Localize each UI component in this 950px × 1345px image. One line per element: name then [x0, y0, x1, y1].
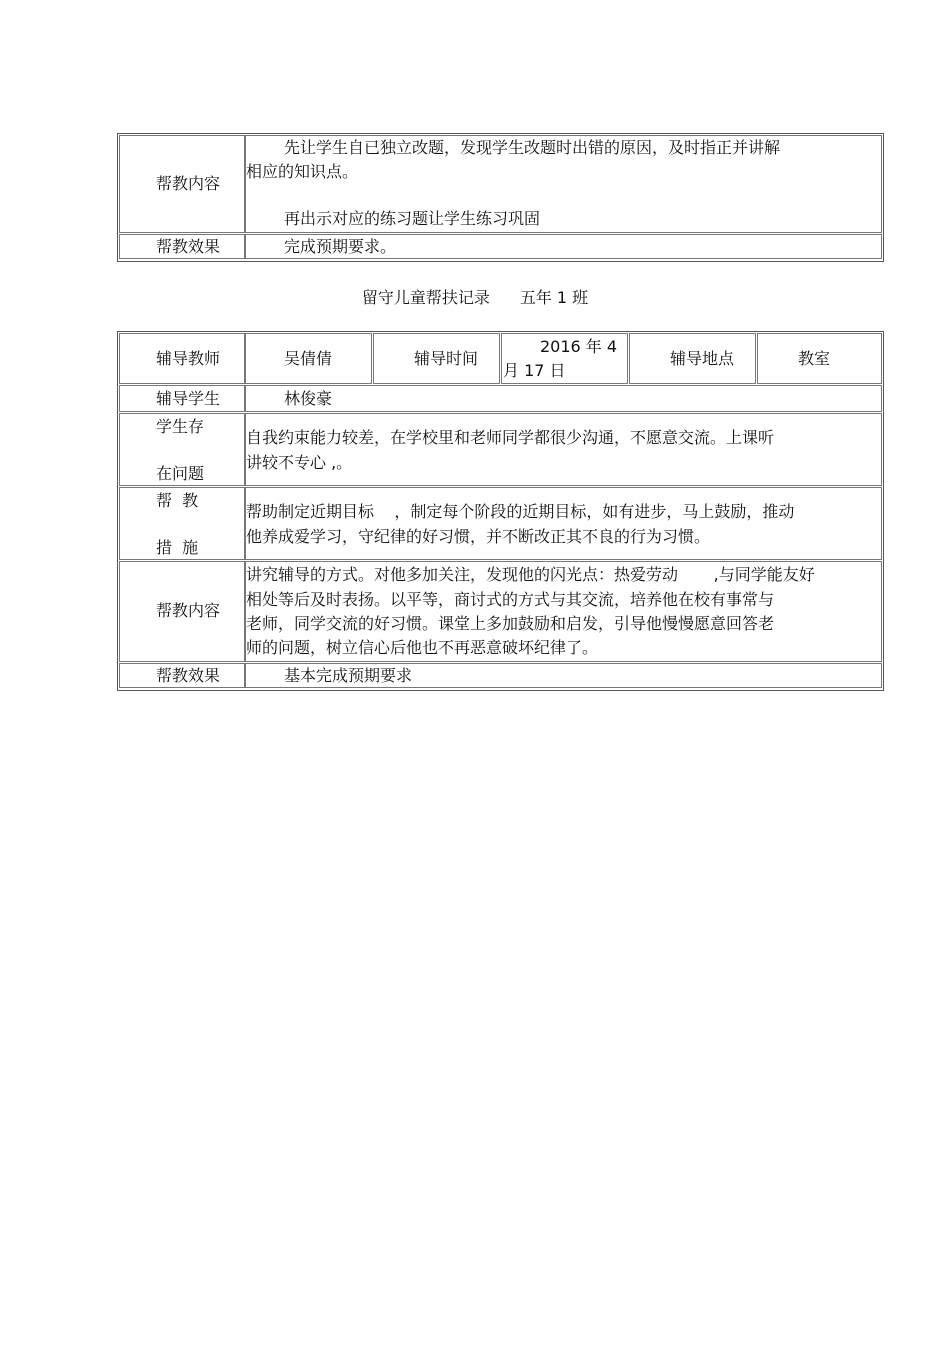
caption-title: 留守儿童帮扶记录 [361, 288, 490, 307]
time-value-line1: 2016 年 4 [540, 337, 618, 356]
problem-label-line1: 学生存 [156, 417, 205, 436]
student-value: 林俊豪 [284, 389, 333, 408]
teacher-label-cell [119, 333, 245, 384]
table1-content-line: 相应的知识点。 [246, 162, 359, 181]
problem-value-cell [245, 413, 882, 486]
problem-label-line2: 在问题 [156, 464, 205, 483]
student-label: 辅导学生 [156, 389, 221, 408]
student-label-cell [119, 385, 245, 412]
teacher-label: 辅导教师 [156, 349, 221, 368]
table1-content-line: 先让学生自已独立改题，发现学生改题时出错的原因，及时指正并讲解 [284, 138, 781, 157]
place-label-cell [629, 333, 756, 384]
effect-label-cell [119, 663, 245, 688]
content-label-cell [119, 561, 245, 662]
table1-content-label-cell [119, 135, 245, 233]
place-value-cell [757, 333, 882, 384]
table1-content-line: 再出示对应的练习题让学生练习巩固 [284, 209, 541, 228]
problem-label-cell [119, 413, 245, 486]
student-value-cell [245, 385, 882, 412]
measure-line: 帮助制定近期目标 ，制定每个阶段的近期目标，如有进步，马上鼓励，推动 [246, 502, 795, 521]
content-label: 帮教内容 [156, 601, 221, 620]
table1-content-label: 帮教内容 [156, 174, 221, 193]
time-label: 辅导时间 [414, 349, 479, 368]
measure-label-line1: 帮 教 [156, 491, 199, 510]
measure-value-cell [245, 487, 882, 560]
table1-content-value-cell [245, 135, 882, 233]
table1-effect-value-cell [245, 234, 882, 259]
effect-value: 基本完成预期要求 [284, 666, 413, 685]
time-value-cell [501, 333, 628, 384]
time-value-line2: 月 17 日 [503, 361, 566, 380]
caption-class: 五年 1 班 [519, 288, 589, 307]
time-label-cell [373, 333, 500, 384]
place-label: 辅导地点 [670, 349, 735, 368]
measure-label-line2: 措 施 [156, 538, 199, 557]
measure-line: 他养成爱学习，守纪律的好习惯，并不断改正其不良的行为习惯。 [246, 527, 711, 546]
place-value: 教室 [798, 349, 831, 368]
effect-label: 帮教效果 [156, 666, 221, 685]
effect-value-cell [245, 663, 882, 688]
table1-effect-value: 完成预期要求。 [284, 237, 397, 256]
content-line: 老师，同学交流的好习惯。课堂上多加鼓励和启发，引导他慢慢愿意回答老 [246, 614, 775, 633]
table1-effect-label-cell [119, 234, 245, 259]
table1-effect-label: 帮教效果 [156, 237, 221, 256]
measure-label-cell [119, 487, 245, 560]
teacher-value: 吴倩倩 [284, 349, 333, 368]
problem-line: 讲较不专心 ,。 [246, 453, 353, 472]
content-line: 师的问题，树立信心后他也不再恶意破坏纪律了。 [246, 638, 599, 657]
record-caption [0, 287, 950, 309]
content-value-cell [245, 561, 882, 662]
content-line: 讲究辅导的方式。对他多加关注，发现他的闪光点：热爱劳动 ,与同学能友好 [246, 565, 815, 584]
problem-line: 自我约束能力较差，在学校里和老师同学都很少沟通，不愿意交流。上课听 [246, 428, 775, 447]
content-line: 相处等后及时表扬。以平等，商讨式的方式与其交流，培养他在校有事常与 [246, 590, 775, 609]
teacher-value-cell [245, 333, 372, 384]
